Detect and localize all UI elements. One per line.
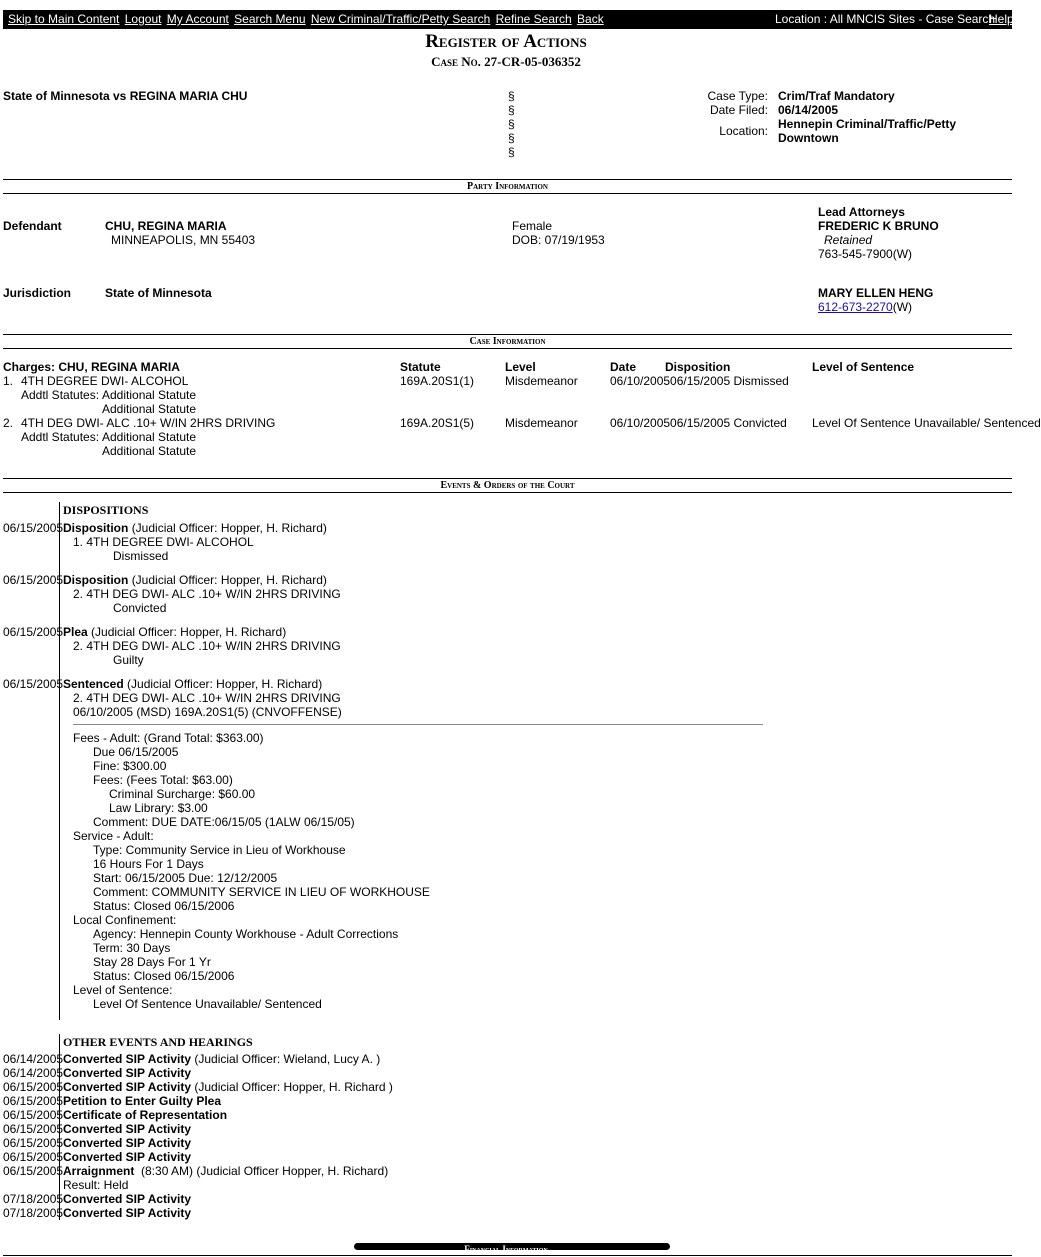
other-event-row <box>63 1108 227 1122</box>
event-charge: 2. 4TH DEG DWI- ALC .10+ W/IN 2HRS DRIVING <box>73 639 341 653</box>
section-symbol: § <box>508 89 515 103</box>
section-symbol: § <box>508 131 515 145</box>
refine-search-link[interactable]: Refine Search <box>495 12 572 26</box>
event-date: 06/15/2005 <box>3 625 64 639</box>
statute-header: Statute <box>400 360 441 374</box>
other-event-row <box>63 1136 191 1150</box>
date-filed-label: Date Filed: <box>709 103 768 117</box>
event-date: 06/15/2005 <box>3 677 64 691</box>
charge-description: 4TH DEGREE DWI- ALCOHOL <box>21 374 189 388</box>
event-detail: (Judicial Officer: Hopper, H. Richard ) <box>191 1080 393 1094</box>
nav-links <box>8 12 606 26</box>
defendant-address: MINNEAPOLIS, MN 55403 <box>111 233 256 247</box>
judicial-officer: (Judicial Officer: Hopper, H. Richard) <box>127 677 323 691</box>
event-result: Guilty <box>113 653 144 667</box>
defendant-attorney: FREDERIC K BRUNO <box>818 219 939 233</box>
charge-description: 4TH DEG DWI- ALC .10+ W/IN 2HRS DRIVING <box>21 416 276 430</box>
disposition-header: Disposition <box>665 360 731 374</box>
event-title <box>63 521 327 535</box>
jurisdiction-role: Jurisdiction <box>3 286 72 300</box>
event-date: 06/15/2005 <box>3 1136 64 1150</box>
help-link[interactable]: Help <box>989 12 1014 26</box>
other-event-row <box>63 1094 221 1108</box>
sentence-line: Agency: Hennepin County Workhouse - Adult Corrections <box>93 927 399 941</box>
event-charge: 2. 4TH DEG DWI- ALC .10+ W/IN 2HRS DRIVING <box>73 587 341 601</box>
financial-information-header: Financial Information <box>464 1244 548 1254</box>
location-value-line2: Downtown <box>778 131 839 145</box>
case-type-label: Case Type: <box>707 89 768 103</box>
addtl-statute: Additional Statute <box>102 430 197 444</box>
sentence-line: Law Library: $3.00 <box>109 801 208 815</box>
charge-level-of-sentence: Level Of Sentence Unavailable/ Sentenced <box>812 416 1041 430</box>
other-event-row <box>63 1178 128 1192</box>
charge-statute: 169A.20S1(1) <box>400 374 475 388</box>
other-event-row <box>63 1150 191 1164</box>
section-rule <box>3 1255 1012 1256</box>
logout-link[interactable]: Logout <box>124 12 162 26</box>
case-style: State of Minnesota vs REGINA MARIA CHU <box>3 89 248 103</box>
event-charge: 1. 4TH DEGREE DWI- ALCOHOL <box>73 535 254 549</box>
back-link[interactable]: Back <box>577 12 604 26</box>
event-charge: 2. 4TH DEG DWI- ALC .10+ W/IN 2HRS DRIVING <box>73 691 341 705</box>
event-type: Arraignment <box>63 1164 135 1178</box>
party-information-header: Party Information <box>3 179 1012 194</box>
defendant-name: CHU, REGINA MARIA <box>105 219 227 233</box>
addtl-statute: Additional Statute <box>102 402 197 416</box>
sentence-line: Local Confinement: <box>73 913 177 927</box>
event-date: 06/15/2005 <box>3 1094 64 1108</box>
event-type: Converted SIP Activity <box>63 1066 192 1080</box>
sentence-line: Fees - Adult: (Grand Total: $363.00) <box>73 731 264 745</box>
level-of-sentence-header: Level of Sentence <box>812 360 915 374</box>
event-type: Converted SIP Activity <box>63 1150 192 1164</box>
event-title <box>63 573 327 587</box>
sentence-line: Status: Closed 06/15/2006 <box>93 969 235 983</box>
event-title <box>63 677 322 691</box>
defendant-dob: DOB: 07/19/1953 <box>512 233 605 247</box>
my-account-link[interactable]: My Account <box>166 12 229 26</box>
event-date: 06/15/2005 <box>3 1108 64 1122</box>
other-event-row <box>63 1066 191 1080</box>
charge-level: Misdemeanor <box>505 416 578 430</box>
event-date: 06/15/2005 <box>3 1150 64 1164</box>
event-type: Converted SIP Activity <box>63 1080 192 1094</box>
case-type-value: Crim/Traf Mandatory <box>778 89 895 103</box>
case-number: Case No. 27-CR-05-036352 <box>431 54 581 69</box>
section-symbol: § <box>508 117 515 131</box>
sentence-line: Start: 06/15/2005 Due: 12/12/2005 <box>93 871 278 885</box>
location-label: Location: <box>719 124 768 138</box>
jurisdiction-attorney-phone <box>818 300 912 314</box>
judicial-officer: (Judicial Officer: Hopper, H. Richard) <box>91 625 287 639</box>
date-header: Date <box>610 360 637 374</box>
phone-link[interactable]: 612-673-2270 <box>818 300 893 314</box>
addtl-statute: Additional Statute <box>102 444 197 458</box>
other-event-row <box>63 1164 388 1178</box>
sentence-line: Fine: $300.00 <box>93 759 167 773</box>
sentence-line: Status: Closed 06/15/2006 <box>93 899 235 913</box>
jurisdiction-name: State of Minnesota <box>105 286 212 300</box>
charge-number: 2. <box>3 416 14 430</box>
charge-number: 1. <box>3 374 14 388</box>
sentence-line: Stay 28 Days For 1 Yr <box>93 955 211 969</box>
defendant-gender: Female <box>512 219 553 233</box>
event-date: 07/18/2005 <box>3 1192 64 1206</box>
top-nav-bar <box>3 10 1012 29</box>
event-title <box>63 625 286 639</box>
event-type: Converted SIP Activity <box>63 1192 192 1206</box>
skip-to-main-link[interactable]: Skip to Main Content <box>8 12 120 26</box>
event-date: 06/15/2005 <box>3 1080 64 1094</box>
sentence-line: Level Of Sentence Unavailable/ Sentenced <box>93 997 322 1011</box>
defendant-attorney-phone: 763-545-7900(W) <box>818 247 913 261</box>
event-date: 06/15/2005 <box>3 521 64 535</box>
addtl-statutes-label: Addtl Statutes: <box>21 430 100 444</box>
dispositions-heading: DISPOSITIONS <box>63 503 149 517</box>
event-result: Convicted <box>113 601 167 615</box>
event-date: 06/14/2005 <box>3 1052 64 1066</box>
charge-date-disposition: 06/10/200506/15/2005 Dismissed <box>610 374 789 388</box>
sentence-line: Comment: COMMUNITY SERVICE IN LIEU OF WORKHOUSE <box>93 885 430 899</box>
judicial-officer: (Judicial Officer: Hopper, H. Richard) <box>131 573 327 587</box>
search-menu-link[interactable]: Search Menu <box>234 12 306 26</box>
event-date: 07/18/2005 <box>3 1206 64 1220</box>
event-date: 06/15/2005 <box>3 1122 64 1136</box>
new-search-link[interactable]: New Criminal/Traffic/Petty Search <box>310 12 491 26</box>
event-date: 06/15/2005 <box>3 573 64 587</box>
event-type: Converted SIP Activity <box>63 1136 192 1150</box>
date-filed-value: 06/14/2005 <box>778 103 839 117</box>
other-events-heading: OTHER EVENTS AND HEARINGS <box>63 1035 253 1049</box>
sentence-divider <box>73 724 763 725</box>
jurisdiction-attorney: MARY ELLEN HENG <box>818 286 934 300</box>
charge-statute: 169A.20S1(5) <box>400 416 475 430</box>
sentence-line: Fees: (Fees Total: $63.00) <box>93 773 233 787</box>
addtl-statute: Additional Statute <box>102 388 197 402</box>
addtl-statutes-label: Addtl Statutes: <box>21 388 100 402</box>
event-detail: (Judicial Officer: Wieland, Lucy A. ) <box>191 1052 381 1066</box>
event-type: Converted SIP Activity <box>63 1122 192 1136</box>
event-type: Disposition <box>63 521 129 535</box>
location-text: Location : All MNCIS Sites - Case Search <box>775 12 996 26</box>
event-type: Disposition <box>63 573 129 587</box>
section-symbol: § <box>508 103 515 117</box>
sentence-line: Level of Sentence: <box>73 983 173 997</box>
event-type: Certificate of Representation <box>63 1108 228 1122</box>
page-title: Register of Actions <box>425 31 587 52</box>
level-header: Level <box>505 360 536 374</box>
sentence-line: Term: 30 Days <box>93 941 171 955</box>
event-type: Petition to Enter Guilty Plea <box>63 1094 222 1108</box>
event-date: 06/15/2005 <box>3 1164 64 1178</box>
event-type: Converted SIP Activity <box>63 1206 192 1220</box>
case-information-header: Case Information <box>3 334 1012 349</box>
other-event-row <box>63 1080 393 1094</box>
event-type: Plea <box>63 625 88 639</box>
other-event-row <box>63 1052 380 1066</box>
event-detail: Result: Held <box>63 1178 129 1192</box>
other-event-row <box>63 1206 191 1220</box>
defendant-role: Defendant <box>3 219 62 233</box>
event-type: Sentenced <box>63 677 124 691</box>
sentence-line: Service - Adult: <box>73 829 154 843</box>
phone-suffix: (W) <box>892 300 913 314</box>
judicial-officer: (Judicial Officer: Hopper, H. Richard) <box>131 521 327 535</box>
charges-header: Charges: CHU, REGINA MARIA <box>3 360 180 374</box>
sentence-line: Type: Community Service in Lieu of Workhouse <box>93 843 346 857</box>
events-orders-header: Events & Orders of the Court <box>3 478 1012 493</box>
event-type: Converted SIP Activity <box>63 1052 192 1066</box>
sentence-line: Criminal Surcharge: $60.00 <box>109 787 256 801</box>
other-event-row <box>63 1192 191 1206</box>
charge-date-disposition: 06/10/200506/15/2005 Convicted <box>610 416 787 430</box>
other-event-row <box>63 1122 191 1136</box>
sentence-line: Due 06/15/2005 <box>93 745 179 759</box>
charge-level: Misdemeanor <box>505 374 578 388</box>
event-detail: (8:30 AM) (Judicial Officer Hopper, H. Richard) <box>134 1164 389 1178</box>
lead-attorneys-label: Lead Attorneys <box>818 205 905 219</box>
attorney-retained: Retained <box>824 233 873 247</box>
event-date: 06/14/2005 <box>3 1066 64 1080</box>
section-symbol: § <box>508 145 515 159</box>
sentence-detail: 06/10/2005 (MSD) 169A.20S1(5) (CNVOFFENSE) <box>73 705 342 719</box>
event-result: Dismissed <box>113 549 169 563</box>
location-value-line1: Hennepin Criminal/Traffic/Petty <box>778 117 957 131</box>
sentence-line: 16 Hours For 1 Days <box>93 857 204 871</box>
sentence-line: Comment: DUE DATE:06/15/05 (1ALW 06/15/05) <box>93 815 355 829</box>
